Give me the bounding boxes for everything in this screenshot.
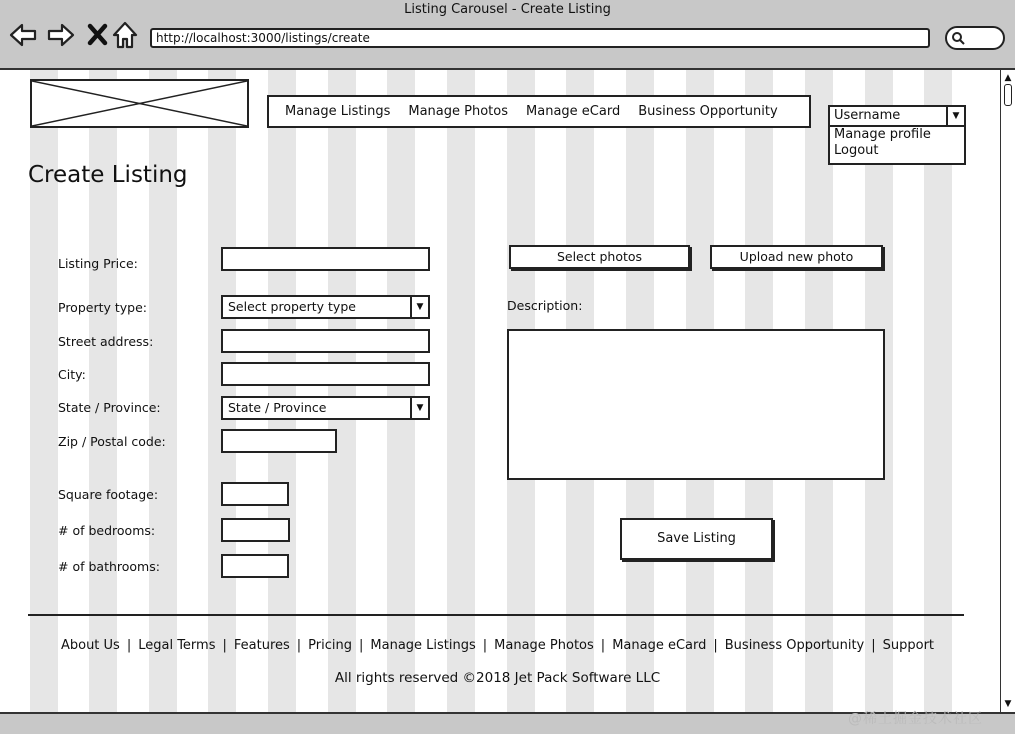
browser-chrome (0, 0, 1015, 70)
footer-separator: | (482, 638, 488, 653)
zip-label: Zip / Postal code: (58, 434, 166, 449)
zip-input[interactable] (221, 429, 337, 453)
footer-separator: | (222, 638, 227, 653)
footer-link-features[interactable]: Features (233, 638, 290, 653)
home-icon[interactable] (110, 20, 140, 50)
menu-item-logout[interactable]: Logout (834, 143, 879, 158)
footer-separator: | (296, 638, 302, 653)
nav-manage-photos[interactable]: Manage Photos (408, 104, 509, 119)
select-photos-button[interactable]: Select photos (509, 245, 690, 269)
page-content (0, 70, 1000, 712)
property-type-select[interactable] (221, 295, 430, 319)
footer-link-manage-listings[interactable]: Manage Listings (370, 638, 476, 653)
menu-item-manage-profile[interactable]: Manage profile (834, 127, 931, 142)
footer-link-manage-photos[interactable]: Manage Photos (494, 638, 594, 653)
nav-manage-listings[interactable]: Manage Listings (285, 104, 391, 119)
watermark: @稀土掘金技术社区 (848, 711, 983, 727)
footer-separator: | (126, 638, 132, 653)
street-address-label: Street address: (58, 334, 154, 349)
bathrooms-label: # of bathrooms: (58, 559, 160, 574)
search-icon (951, 31, 965, 45)
vertical-scrollbar[interactable] (1000, 70, 1015, 712)
bedrooms-label: # of bedrooms: (58, 523, 156, 538)
footer-link-pricing[interactable]: Pricing (308, 638, 352, 653)
state-select[interactable] (221, 396, 430, 420)
footer-divider (28, 614, 964, 616)
save-listing-button[interactable]: Save Listing (620, 518, 773, 560)
footer-link-business-opportunity[interactable]: Business Opportunity (724, 638, 865, 653)
page-title: Create Listing (28, 162, 188, 188)
stop-icon[interactable] (83, 20, 113, 50)
copyright-text: All rights reserved ©2018 Jet Pack Software LLC (334, 670, 661, 686)
square-footage-input[interactable] (221, 482, 289, 506)
main-nav (267, 95, 811, 128)
city-input[interactable] (221, 362, 430, 386)
scroll-up-icon[interactable]: ▲ (1004, 73, 1012, 83)
footer-links (0, 638, 995, 653)
bathrooms-input[interactable] (221, 554, 289, 578)
upload-photo-button[interactable]: Upload new photo (710, 245, 883, 269)
state-label: State / Province: (58, 400, 161, 415)
user-dropdown[interactable] (828, 105, 966, 127)
browser-search-field[interactable] (945, 26, 1005, 50)
square-footage-label: Square footage: (58, 487, 159, 502)
state-value: State / Province (228, 400, 327, 415)
chevron-down-icon: ▼ (410, 297, 428, 317)
footer-separator: | (359, 638, 364, 653)
footer-separator: | (600, 638, 606, 653)
user-menu (828, 127, 966, 165)
property-type-value: Select property type (228, 299, 356, 314)
chevron-down-icon: ▼ (946, 107, 964, 125)
street-address-input[interactable] (221, 329, 430, 353)
footer-link-legal[interactable]: Legal Terms (138, 638, 216, 653)
description-label: Description: (507, 298, 583, 313)
footer-separator: | (713, 638, 718, 653)
url-bar[interactable]: http://localhost:3000/listings/create (150, 28, 930, 48)
window-title: Listing Carousel - Create Listing (404, 2, 611, 17)
logo-placeholder[interactable] (30, 79, 249, 128)
image-placeholder-icon (32, 81, 247, 126)
footer-link-about[interactable]: About Us (60, 638, 120, 653)
listing-price-label: Listing Price: (58, 256, 138, 271)
footer-link-manage-ecard[interactable]: Manage eCard (612, 638, 707, 653)
forward-arrow-icon[interactable] (46, 20, 76, 50)
description-textarea[interactable] (507, 329, 885, 480)
chevron-down-icon: ▼ (410, 398, 428, 418)
nav-manage-ecard[interactable]: Manage eCard (526, 104, 621, 119)
scroll-down-icon[interactable]: ▼ (1004, 699, 1012, 709)
back-arrow-icon[interactable] (8, 20, 38, 50)
listing-price-input[interactable] (221, 247, 430, 271)
property-type-label: Property type: (58, 300, 148, 315)
bedrooms-input[interactable] (221, 518, 290, 542)
nav-business-opportunity[interactable]: Business Opportunity (638, 104, 778, 119)
footer-separator: | (871, 638, 876, 653)
city-label: City: (58, 367, 86, 382)
scroll-thumb[interactable] (1004, 84, 1012, 106)
user-dropdown-value: Username (834, 108, 901, 123)
footer-link-support[interactable]: Support (882, 638, 935, 653)
